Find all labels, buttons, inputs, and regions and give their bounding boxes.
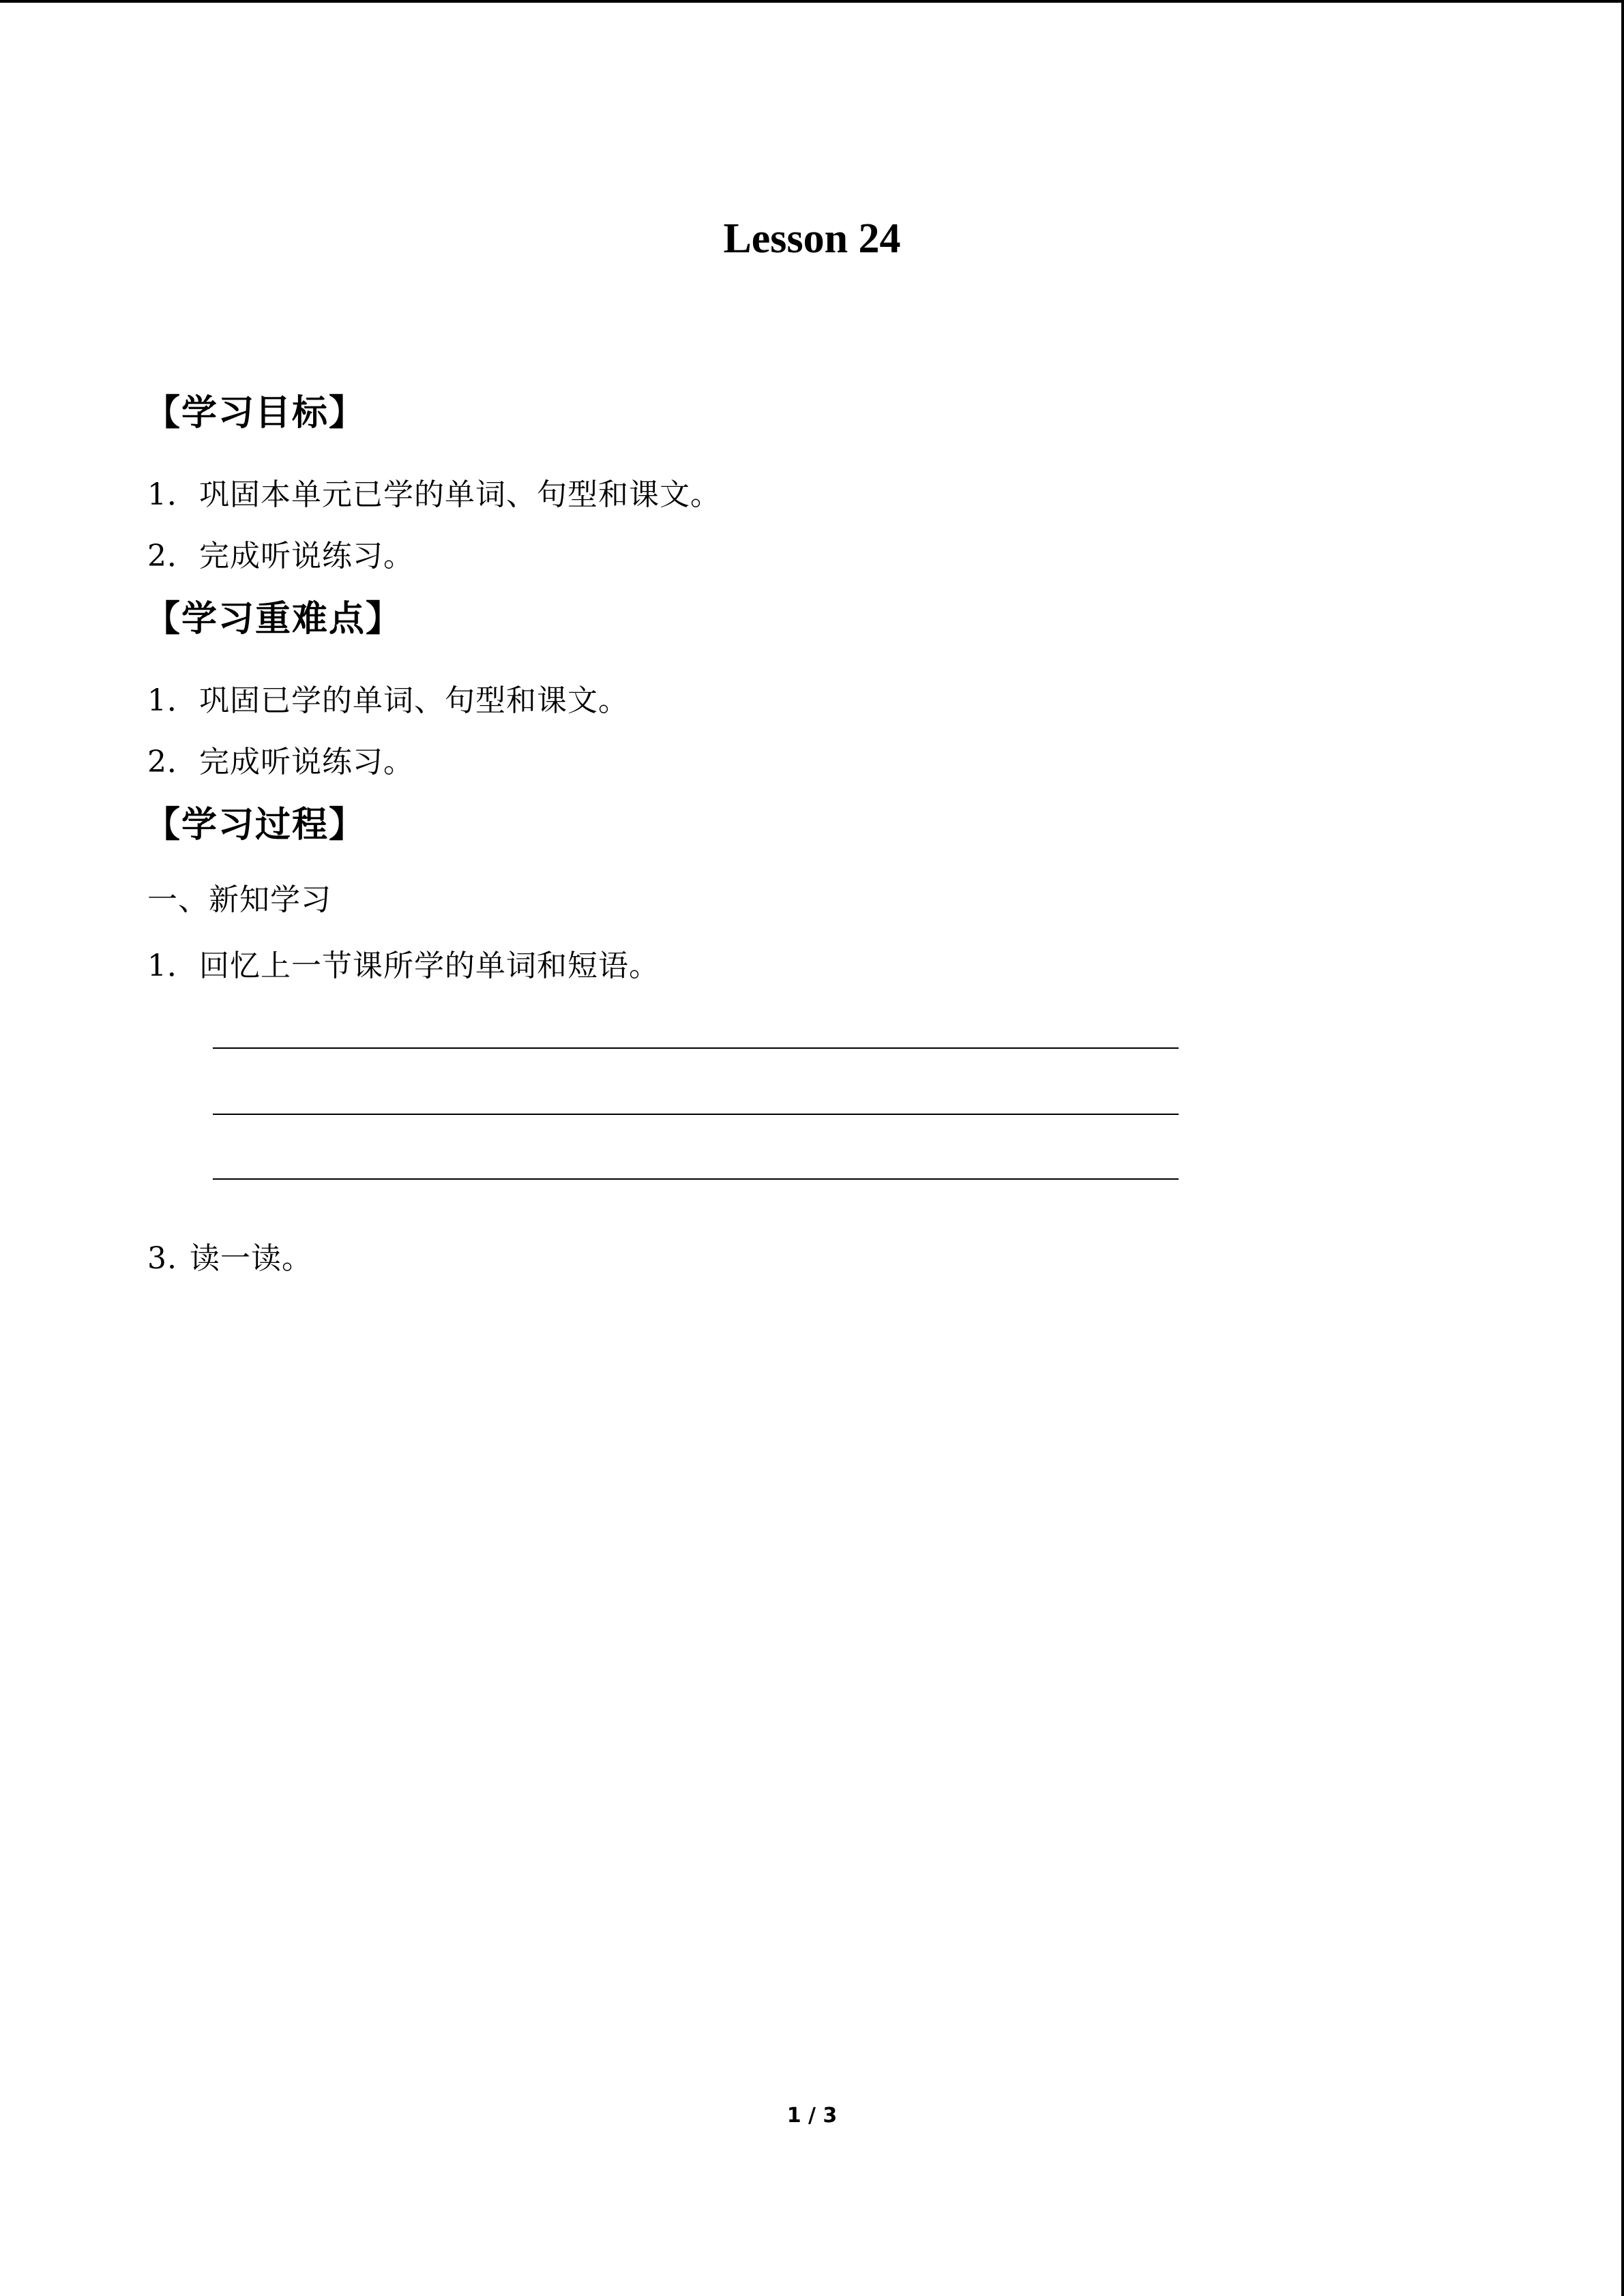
process-item-3 (147, 1238, 312, 1279)
goals-item-1 (147, 475, 721, 516)
key-points-item-2 (147, 742, 414, 783)
page-number: 1 / 3 (786, 2104, 838, 2128)
item-number: 1． (147, 949, 198, 983)
item-text: 读一读。 (190, 1241, 312, 1276)
item-text: 巩固本单元已学的单词、句型和课文。 (199, 477, 721, 512)
answer-line[interactable] (213, 1114, 1179, 1115)
answer-line[interactable] (213, 1047, 1179, 1049)
process-item-1 (147, 946, 660, 987)
item-text: 完成听说练习。 (199, 539, 414, 573)
section-heading-goals: 【学习目标】 (145, 393, 366, 434)
section-heading-key-points: 【学习重难点】 (145, 599, 403, 640)
process-subheading: 一、新知学习 (147, 882, 331, 917)
goals-item-2 (147, 536, 414, 577)
item-number: 1． (147, 477, 198, 512)
key-points-item-1 (147, 681, 629, 721)
answer-line[interactable] (213, 1178, 1179, 1180)
item-number: 2． (147, 745, 198, 779)
document-title: Lesson 24 (723, 215, 901, 262)
item-text: 回忆上一节课所学的单词和短语。 (199, 949, 660, 983)
item-number: 3. (147, 1241, 177, 1276)
item-number: 2． (147, 539, 198, 573)
item-number: 1． (147, 683, 198, 718)
item-text: 巩固已学的单词、句型和课文。 (199, 683, 629, 718)
section-heading-process: 【学习过程】 (145, 805, 366, 846)
item-text: 完成听说练习。 (199, 745, 414, 779)
